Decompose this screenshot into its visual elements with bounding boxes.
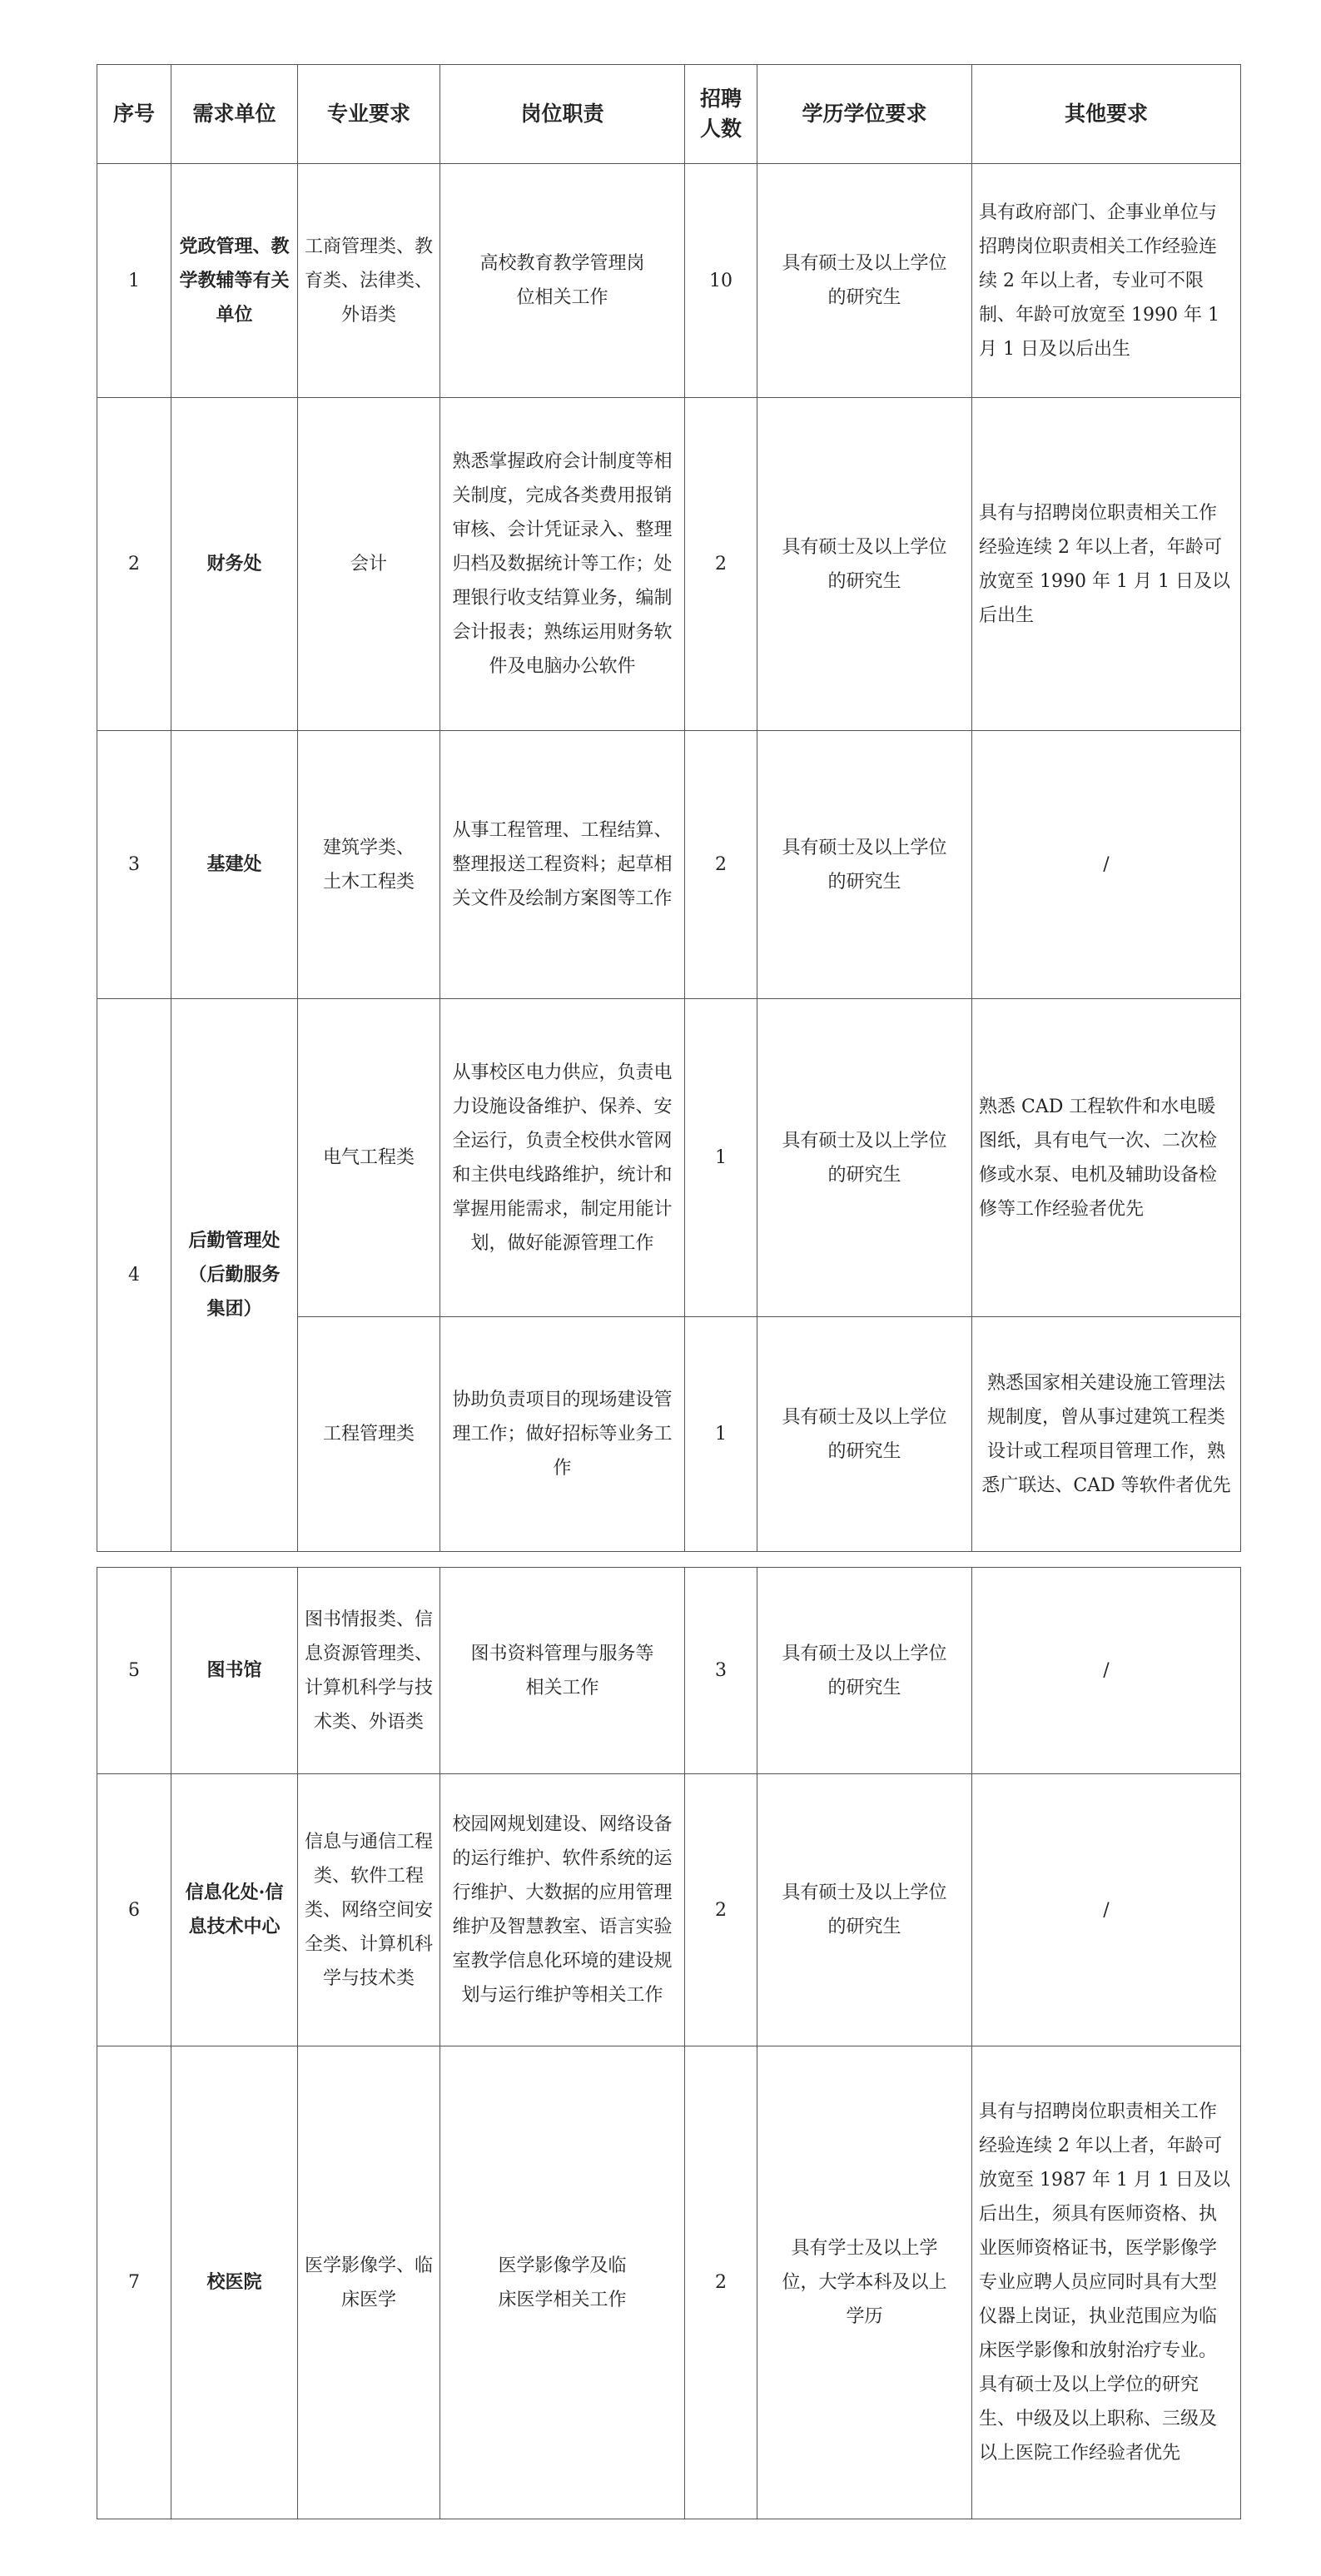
header-count: 招聘人数 bbox=[685, 65, 757, 164]
cell-count: 1 bbox=[685, 999, 757, 1317]
cell-unit: 党政管理、教学教辅等有关单位 bbox=[171, 164, 298, 398]
cell-major: 工程管理类 bbox=[298, 1317, 440, 1552]
table-row bbox=[97, 164, 1241, 398]
cell-count: 2 bbox=[685, 2046, 757, 2519]
header-no: 序号 bbox=[97, 65, 171, 164]
cell-major: 医学影像学、临床医学 bbox=[298, 2046, 440, 2519]
table-row bbox=[97, 731, 1241, 999]
cell-unit: 校医院 bbox=[171, 2046, 298, 2519]
recruitment-table-part-1 bbox=[97, 64, 1241, 1552]
cell-count: 1 bbox=[685, 1317, 757, 1552]
cell-duty: 高校教育教学管理岗位相关工作 bbox=[440, 164, 685, 398]
cell-major: 图书情报类、信息资源管理类、计算机科学与技术类、外语类 bbox=[298, 1568, 440, 1774]
cell-count: 10 bbox=[685, 164, 757, 398]
header-unit: 需求单位 bbox=[171, 65, 298, 164]
cell-other: 具有政府部门、企事业单位与招聘岗位职责相关工作经验连续 2 年以上者，专业可不限制、年龄可放宽至 1990 年 1 月 1 日及以后出生 bbox=[972, 164, 1241, 398]
cell-edu: 具有硕士及以上学位的研究生 bbox=[757, 731, 972, 999]
cell-major: 工商管理类、教育类、法律类、外语类 bbox=[298, 164, 440, 398]
table-header-row bbox=[97, 65, 1241, 164]
table-row bbox=[97, 398, 1241, 731]
cell-other: / bbox=[972, 1568, 1241, 1774]
cell-duty: 协助负责项目的现场建设管理工作；做好招标等业务工作 bbox=[440, 1317, 685, 1552]
cell-edu: 具有硕士及以上学位的研究生 bbox=[757, 1568, 972, 1774]
cell-duty: 医学影像学及临床医学相关工作 bbox=[440, 2046, 685, 2519]
cell-other: 熟悉国家相关建设施工管理法规制度，曾从事过建筑工程类设计或工程项目管理工作，熟悉广联达、CAD 等软件者优先 bbox=[972, 1317, 1241, 1552]
cell-major: 电气工程类 bbox=[298, 999, 440, 1317]
cell-duty: 图书资料管理与服务等相关工作 bbox=[440, 1568, 685, 1774]
cell-other: / bbox=[972, 1774, 1241, 2046]
cell-count: 2 bbox=[685, 731, 757, 999]
cell-no: 7 bbox=[97, 2046, 171, 2519]
header-duty: 岗位职责 bbox=[440, 65, 685, 164]
cell-count: 3 bbox=[685, 1568, 757, 1774]
cell-edu: 具有硕士及以上学位的研究生 bbox=[757, 1317, 972, 1552]
cell-major: 会计 bbox=[298, 398, 440, 731]
cell-no: 2 bbox=[97, 398, 171, 731]
cell-other: 熟悉 CAD 工程软件和水电暖图纸，具有电气一次、二次检修或水泵、电机及辅助设备检修等工作经验者优先 bbox=[972, 999, 1241, 1317]
cell-no: 3 bbox=[97, 731, 171, 999]
cell-no: 5 bbox=[97, 1568, 171, 1774]
cell-unit: 图书馆 bbox=[171, 1568, 298, 1774]
table-row bbox=[97, 2046, 1241, 2519]
cell-duty: 从事校区电力供应，负责电力设施设备维护、保养、安全运行，负责全校供水管网和主供电线路维护，统计和掌握用能需求，制定用能计划，做好能源管理工作 bbox=[440, 999, 685, 1317]
cell-major: 建筑学类、土木工程类 bbox=[298, 731, 440, 999]
cell-unit: 财务处 bbox=[171, 398, 298, 731]
table-row bbox=[97, 999, 1241, 1317]
header-edu: 学历学位要求 bbox=[757, 65, 972, 164]
cell-no: 6 bbox=[97, 1774, 171, 2046]
cell-major: 信息与通信工程类、软件工程类、网络空间安全类、计算机科学与技术类 bbox=[298, 1774, 440, 2046]
cell-unit: 信息化处·信息技术中心 bbox=[171, 1774, 298, 2046]
cell-edu: 具有硕士及以上学位的研究生 bbox=[757, 1774, 972, 2046]
cell-count: 2 bbox=[685, 398, 757, 731]
cell-other: 具有与招聘岗位职责相关工作经验连续 2 年以上者，年龄可放宽至 1990 年 1 月 1 日及以后出生 bbox=[972, 398, 1241, 731]
cell-duty: 校园网规划建设、网络设备的运行维护、软件系统的运行维护、大数据的应用管理维护及智慧教室、语言实验室教学信息化环境的建设规划与运行维护等相关工作 bbox=[440, 1774, 685, 2046]
cell-unit: 后勤管理处（后勤服务集团） bbox=[171, 999, 298, 1552]
cell-other: 具有与招聘岗位职责相关工作经验连续 2 年以上者，年龄可放宽至 1987 年 1 月 1 日及以后出生，须具有医师资格、执业医师资格证书，医学影像学专业应聘人员应同时具有大型仪器上岗证，执业范围应为临床医学影像和放射治疗专业。具有硕士及以上学位的研究生、中级及以上职称、三级及以上医院工作经验者优先 bbox=[972, 2046, 1241, 2519]
recruitment-table-part-2 bbox=[97, 1567, 1241, 2519]
cell-duty: 熟悉掌握政府会计制度等相关制度，完成各类费用报销审核、会计凭证录入、整理归档及数据统计等工作；处理银行收支结算业务，编制会计报表；熟练运用财务软件及电脑办公软件 bbox=[440, 398, 685, 731]
cell-count: 2 bbox=[685, 1774, 757, 2046]
cell-edu: 具有学士及以上学位，大学本科及以上学历 bbox=[757, 2046, 972, 2519]
cell-duty: 从事工程管理、工程结算、整理报送工程资料；起草相关文件及绘制方案图等工作 bbox=[440, 731, 685, 999]
table-row bbox=[97, 1774, 1241, 2046]
cell-other: / bbox=[972, 731, 1241, 999]
cell-unit: 基建处 bbox=[171, 731, 298, 999]
header-other: 其他要求 bbox=[972, 65, 1241, 164]
cell-edu: 具有硕士及以上学位的研究生 bbox=[757, 398, 972, 731]
cell-edu: 具有硕士及以上学位的研究生 bbox=[757, 164, 972, 398]
table-row bbox=[97, 1568, 1241, 1774]
header-major: 专业要求 bbox=[298, 65, 440, 164]
cell-no: 1 bbox=[97, 164, 171, 398]
cell-edu: 具有硕士及以上学位的研究生 bbox=[757, 999, 972, 1317]
cell-no: 4 bbox=[97, 999, 171, 1552]
